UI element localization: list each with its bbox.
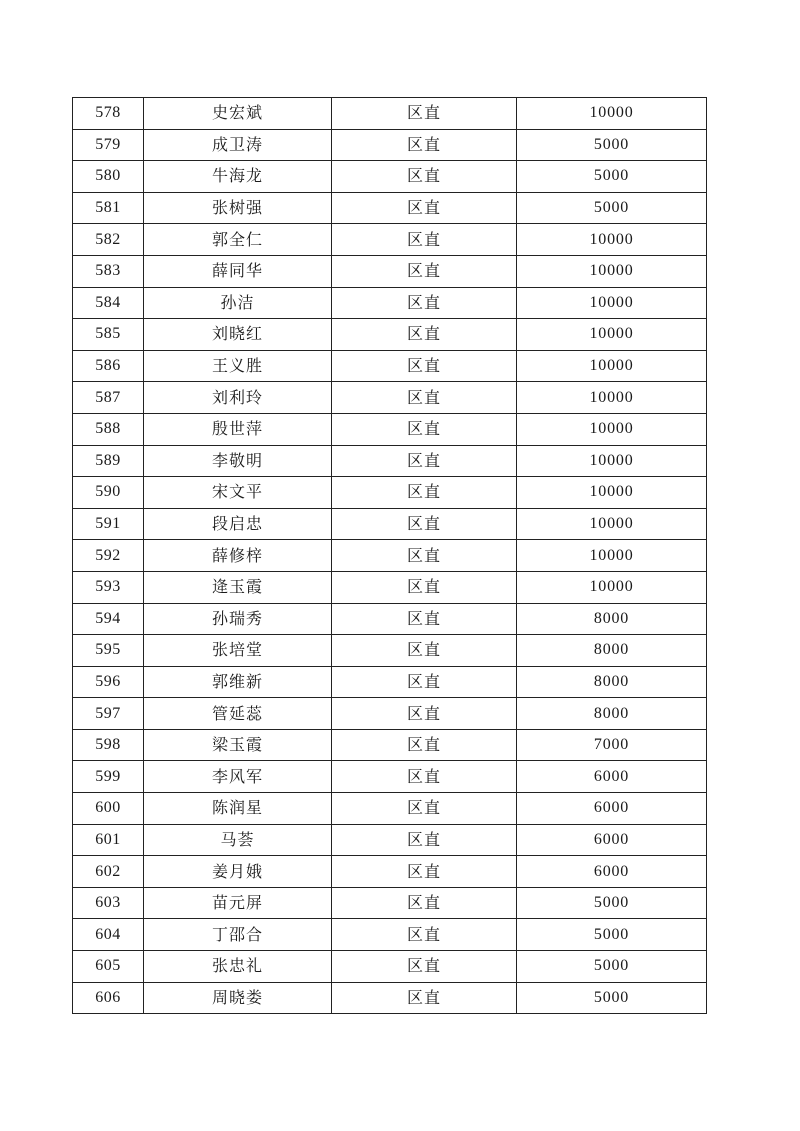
person-name-cell: 史宏斌 bbox=[144, 98, 332, 130]
unit-cell: 区直 bbox=[332, 508, 517, 540]
amount-cell: 5000 bbox=[517, 887, 707, 919]
row-number-cell: 605 bbox=[73, 951, 144, 983]
amount-cell: 10000 bbox=[517, 508, 707, 540]
unit-cell: 区直 bbox=[332, 382, 517, 414]
amount-cell: 10000 bbox=[517, 382, 707, 414]
unit-cell: 区直 bbox=[332, 982, 517, 1014]
amount-cell: 10000 bbox=[517, 224, 707, 256]
amount-cell: 5000 bbox=[517, 982, 707, 1014]
table-row bbox=[73, 477, 707, 509]
unit-cell: 区直 bbox=[332, 287, 517, 319]
table-row bbox=[73, 729, 707, 761]
row-number-cell: 597 bbox=[73, 698, 144, 730]
unit-cell: 区直 bbox=[332, 729, 517, 761]
table-row bbox=[73, 350, 707, 382]
table-row bbox=[73, 603, 707, 635]
table-row bbox=[73, 319, 707, 351]
row-number-cell: 604 bbox=[73, 919, 144, 951]
amount-cell: 10000 bbox=[517, 350, 707, 382]
unit-cell: 区直 bbox=[332, 698, 517, 730]
table-row bbox=[73, 192, 707, 224]
row-number-cell: 590 bbox=[73, 477, 144, 509]
unit-cell: 区直 bbox=[332, 255, 517, 287]
person-name-cell: 逄玉霞 bbox=[144, 571, 332, 603]
person-name-cell: 张树强 bbox=[144, 192, 332, 224]
amount-cell: 10000 bbox=[517, 319, 707, 351]
row-number-cell: 595 bbox=[73, 635, 144, 667]
unit-cell: 区直 bbox=[332, 161, 517, 193]
table-row bbox=[73, 951, 707, 983]
amount-cell: 7000 bbox=[517, 729, 707, 761]
unit-cell: 区直 bbox=[332, 635, 517, 667]
person-name-cell: 张培堂 bbox=[144, 635, 332, 667]
table-row bbox=[73, 129, 707, 161]
person-name-cell: 李敬明 bbox=[144, 445, 332, 477]
amount-cell: 8000 bbox=[517, 635, 707, 667]
person-name-cell: 牛海龙 bbox=[144, 161, 332, 193]
amount-cell: 10000 bbox=[517, 255, 707, 287]
table-row bbox=[73, 445, 707, 477]
person-name-cell: 周晓娄 bbox=[144, 982, 332, 1014]
table-row bbox=[73, 382, 707, 414]
row-number-cell: 582 bbox=[73, 224, 144, 256]
roster-table-body bbox=[73, 98, 707, 1014]
amount-cell: 5000 bbox=[517, 919, 707, 951]
row-number-cell: 579 bbox=[73, 129, 144, 161]
table-row bbox=[73, 761, 707, 793]
row-number-cell: 592 bbox=[73, 540, 144, 572]
unit-cell: 区直 bbox=[332, 761, 517, 793]
person-name-cell: 梁玉霞 bbox=[144, 729, 332, 761]
row-number-cell: 588 bbox=[73, 413, 144, 445]
amount-cell: 10000 bbox=[517, 571, 707, 603]
person-name-cell: 薛同华 bbox=[144, 255, 332, 287]
unit-cell: 区直 bbox=[332, 603, 517, 635]
row-number-cell: 602 bbox=[73, 856, 144, 888]
person-name-cell: 马荟 bbox=[144, 824, 332, 856]
table-row bbox=[73, 982, 707, 1014]
person-name-cell: 王义胜 bbox=[144, 350, 332, 382]
person-name-cell: 郭维新 bbox=[144, 666, 332, 698]
person-name-cell: 孙瑞秀 bbox=[144, 603, 332, 635]
person-name-cell: 殷世萍 bbox=[144, 413, 332, 445]
row-number-cell: 591 bbox=[73, 508, 144, 540]
amount-cell: 5000 bbox=[517, 951, 707, 983]
table-row bbox=[73, 571, 707, 603]
unit-cell: 区直 bbox=[332, 350, 517, 382]
unit-cell: 区直 bbox=[332, 319, 517, 351]
unit-cell: 区直 bbox=[332, 824, 517, 856]
row-number-cell: 598 bbox=[73, 729, 144, 761]
table-row bbox=[73, 540, 707, 572]
unit-cell: 区直 bbox=[332, 571, 517, 603]
amount-cell: 8000 bbox=[517, 698, 707, 730]
table-row bbox=[73, 635, 707, 667]
unit-cell: 区直 bbox=[332, 477, 517, 509]
person-name-cell: 刘利玲 bbox=[144, 382, 332, 414]
row-number-cell: 578 bbox=[73, 98, 144, 130]
unit-cell: 区直 bbox=[332, 445, 517, 477]
row-number-cell: 581 bbox=[73, 192, 144, 224]
person-name-cell: 薛修梓 bbox=[144, 540, 332, 572]
amount-cell: 5000 bbox=[517, 192, 707, 224]
table-row bbox=[73, 856, 707, 888]
row-number-cell: 599 bbox=[73, 761, 144, 793]
person-name-cell: 姜月娥 bbox=[144, 856, 332, 888]
unit-cell: 区直 bbox=[332, 856, 517, 888]
row-number-cell: 594 bbox=[73, 603, 144, 635]
row-number-cell: 583 bbox=[73, 255, 144, 287]
person-name-cell: 丁邵合 bbox=[144, 919, 332, 951]
row-number-cell: 601 bbox=[73, 824, 144, 856]
person-name-cell: 刘晓红 bbox=[144, 319, 332, 351]
table-row bbox=[73, 413, 707, 445]
row-number-cell: 606 bbox=[73, 982, 144, 1014]
row-number-cell: 589 bbox=[73, 445, 144, 477]
unit-cell: 区直 bbox=[332, 919, 517, 951]
row-number-cell: 603 bbox=[73, 887, 144, 919]
amount-cell: 8000 bbox=[517, 666, 707, 698]
table-row bbox=[73, 887, 707, 919]
person-name-cell: 陈润星 bbox=[144, 793, 332, 825]
amount-cell: 5000 bbox=[517, 161, 707, 193]
amount-cell: 6000 bbox=[517, 856, 707, 888]
unit-cell: 区直 bbox=[332, 666, 517, 698]
amount-cell: 10000 bbox=[517, 477, 707, 509]
row-number-cell: 580 bbox=[73, 161, 144, 193]
amount-cell: 6000 bbox=[517, 761, 707, 793]
unit-cell: 区直 bbox=[332, 951, 517, 983]
unit-cell: 区直 bbox=[332, 224, 517, 256]
amount-cell: 10000 bbox=[517, 540, 707, 572]
row-number-cell: 587 bbox=[73, 382, 144, 414]
unit-cell: 区直 bbox=[332, 887, 517, 919]
amount-cell: 8000 bbox=[517, 603, 707, 635]
person-name-cell: 张忠礼 bbox=[144, 951, 332, 983]
table-row bbox=[73, 824, 707, 856]
row-number-cell: 593 bbox=[73, 571, 144, 603]
unit-cell: 区直 bbox=[332, 98, 517, 130]
unit-cell: 区直 bbox=[332, 413, 517, 445]
table-row bbox=[73, 666, 707, 698]
table-row bbox=[73, 508, 707, 540]
amount-cell: 6000 bbox=[517, 824, 707, 856]
person-name-cell: 李风军 bbox=[144, 761, 332, 793]
table-row bbox=[73, 98, 707, 130]
table-row bbox=[73, 255, 707, 287]
row-number-cell: 585 bbox=[73, 319, 144, 351]
person-name-cell: 宋文平 bbox=[144, 477, 332, 509]
row-number-cell: 584 bbox=[73, 287, 144, 319]
table-row bbox=[73, 793, 707, 825]
person-name-cell: 段启忠 bbox=[144, 508, 332, 540]
amount-cell: 10000 bbox=[517, 413, 707, 445]
unit-cell: 区直 bbox=[332, 540, 517, 572]
table-row bbox=[73, 919, 707, 951]
row-number-cell: 600 bbox=[73, 793, 144, 825]
amount-cell: 6000 bbox=[517, 793, 707, 825]
unit-cell: 区直 bbox=[332, 129, 517, 161]
person-name-cell: 孙洁 bbox=[144, 287, 332, 319]
table-row bbox=[73, 287, 707, 319]
table-row bbox=[73, 698, 707, 730]
person-name-cell: 成卫涛 bbox=[144, 129, 332, 161]
person-name-cell: 管延蕊 bbox=[144, 698, 332, 730]
person-name-cell: 苗元屏 bbox=[144, 887, 332, 919]
amount-cell: 5000 bbox=[517, 129, 707, 161]
row-number-cell: 596 bbox=[73, 666, 144, 698]
table-row bbox=[73, 224, 707, 256]
amount-cell: 10000 bbox=[517, 98, 707, 130]
amount-cell: 10000 bbox=[517, 445, 707, 477]
row-number-cell: 586 bbox=[73, 350, 144, 382]
unit-cell: 区直 bbox=[332, 793, 517, 825]
person-name-cell: 郭全仁 bbox=[144, 224, 332, 256]
table-row bbox=[73, 161, 707, 193]
roster-table bbox=[72, 97, 707, 1014]
amount-cell: 10000 bbox=[517, 287, 707, 319]
unit-cell: 区直 bbox=[332, 192, 517, 224]
